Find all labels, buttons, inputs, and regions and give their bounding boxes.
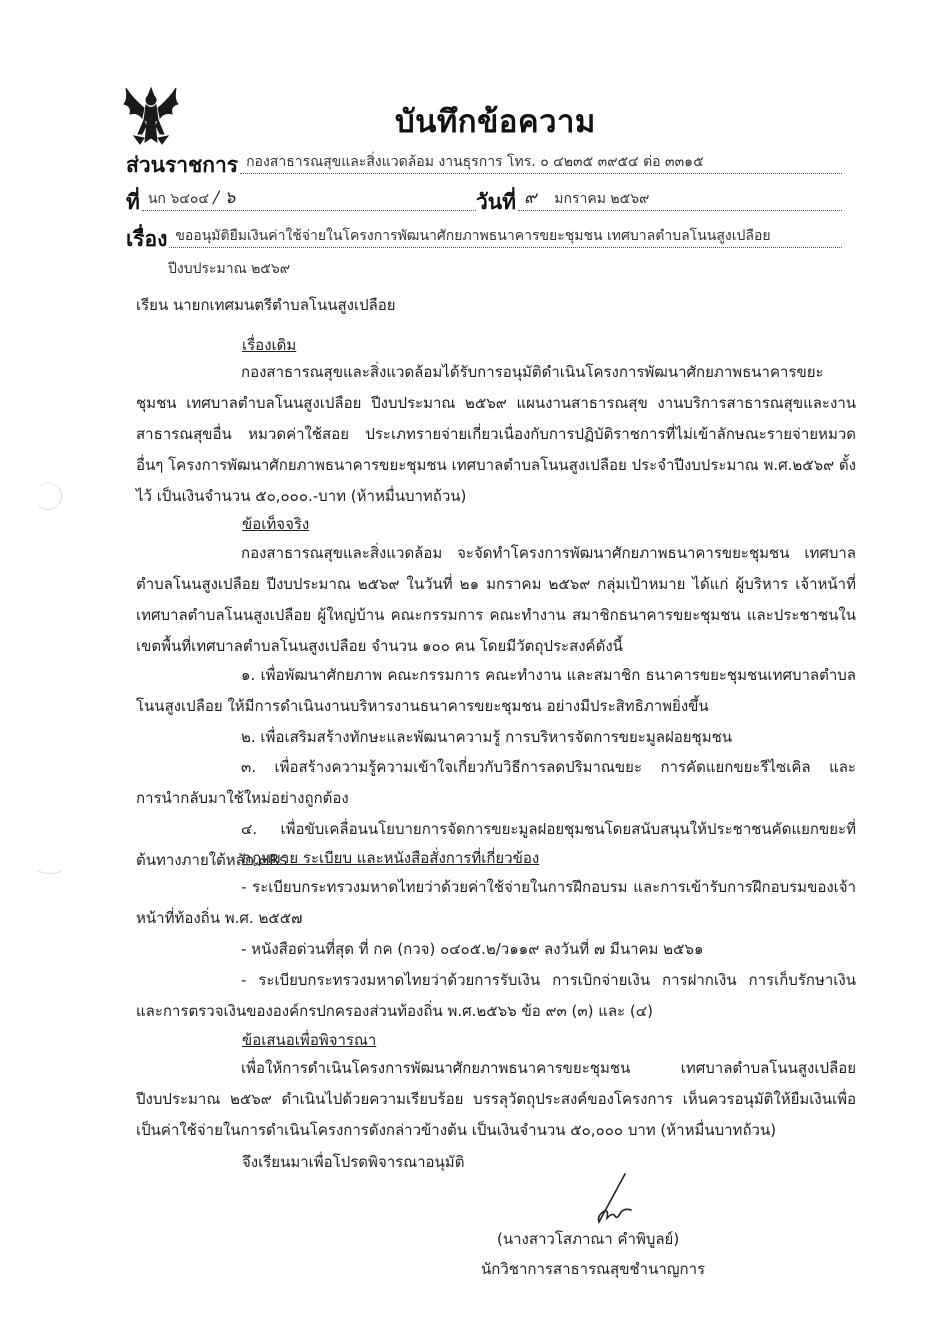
section-heading-law: กฎหมาย ระเบียบ และหนังสือสั่งการที่เกี่ยวข้อง (242, 849, 540, 867)
signature-icon (585, 1172, 645, 1232)
closing-line: จึงเรียนมาเพื่อโปรดพิจารณาอนุมัติ (242, 1153, 465, 1171)
header-subject-row (126, 220, 842, 254)
header-org-row (126, 146, 842, 180)
subject-line-2: ปีงบประมาณ ๒๕๖๙ (168, 261, 291, 277)
subject-label: เรื่อง (126, 227, 168, 251)
law-item: - ระเบียบกระทรวงมหาดไทยว่าด้วยค่าใช้จ่ายในการฝึกอบรม และการเข้ารับการฝึกอบรมของเจ้าหน้าที่ท้องถิ่น พ.ศ. ๒๕๕๗ (136, 878, 856, 927)
date-field (518, 187, 842, 211)
objective-item: ๑. เพื่อพัฒนาศักยภาพ คณะกรรมการ คณะทำงาน และสมาชิก ธนาคารขยะชุมชนเทศบาลตำบลโนนสูงเปลือย ให้มีการดำเนินงานบริหารงานธนาคารขยะชุมชน อย่างมีประสิทธิภาพยิ่งขึ้น (136, 666, 856, 715)
section-origin-text: กองสาธารณสุขและสิ่งแวดล้อมได้รับการอนุมัติดำเนินโครงการพัฒนาศักยภาพธนาคารขยะชุมชน เทศบาลตำบลโนนสูงเปลือย ปีงบประมาณ ๒๕๖๙ แผนงานสาธารณสุข งานบริการสาธารณสุขและงานสาธารณสุขอื่น หมวดค่าใช้สอย ประเภทรายจ่ายเกี่ยวเนื่องกับการปฏิบัติราชการที่ไม่เข้าลักษณะรายจ่ายหมวดอื่นๆ โครงการพัฒนาศักยภาพธนาคารขยะชุมชน เทศบาลตำบลโนนสูงเปลือย ประจำปีงบประมาณ พ.ศ.๒๕๖๙ ตั้งไว้ เป็นเงินจำนวน ๕๐,๐๐๐.-บาท (ห้าหมื่นบาทถ้วน) (136, 363, 856, 505)
law-item: - ระเบียบกระทรวงมหาดไทยว่าด้วยการรับเงิน การเบิกจ่ายเงิน การฝากเงิน การเก็บรักษาเงิน และการตรวจเงินขององค์กรปกครองส่วนท้องถิ่น พ.ศ.๒๕๖๖ ข้อ ๙๓ (๓) และ (๔) (136, 971, 856, 1020)
punch-hole-mark (34, 482, 62, 510)
section-heading-origin: เรื่องเดิม (242, 336, 297, 354)
section-heading-facts: ข้อเท็จจริง (242, 515, 310, 533)
ref-label: ที่ (126, 190, 140, 214)
subject-value: ขออนุมัติยืมเงินค่าใช้จ่ายในโครงการพัฒนาศักยภาพธนาคารขยะชุมชน เทศบาลตำบลโนนสูงเปลือย (169, 225, 842, 248)
org-value: กองสาธารณสุขและสิ่งแวดล้อม งานธุรการ โทร. ๐ ๔๒๓๕ ๓๙๕๔ ต่อ ๓๓๑๕ (240, 151, 842, 174)
header-ref-date-row (126, 183, 842, 217)
ref-value: นก ๖๔๐๔ (147, 191, 209, 207)
section-proposal-text: เพื่อให้การดำเนินโครงการพัฒนาศักยภาพธนาคารขยะชุมชน เทศบาลตำบลโนนสูงเปลือย ปีงบประมาณ ๒๕๖๙ ดำเนินไปด้วยความเรียบร้อย บรรลุวัตถุประสงค์ของโครงการ เห็นควรอนุมัติให้ยืมเงินเพื่อเป็นค่าใช้จ่ายในการดำเนินโครงการดังกล่าวข้างต้น เป็นเงินจำนวน ๕๐,๐๐๐ บาท (ห้าหมื่นบาทถ้วน) (136, 1059, 856, 1139)
section-heading-proposal: ข้อเสนอเพื่อพิจารณา (242, 1031, 377, 1049)
signatory-position: นักวิชาการสาธารณสุขชำนาญการ (481, 1260, 706, 1278)
objective-item: ๓. เพื่อสร้างความรู้ความเข้าใจเกี่ยวกับวิธีการลดปริมาณขยะ การคัดแยกขยะรีไซเคิล และการนำกลับมาใช้ใหม่อย่างถูกต้อง (136, 758, 856, 807)
date-day-handwritten: ๙ (524, 188, 537, 208)
org-label: ส่วนราชการ (126, 153, 239, 177)
garuda-emblem-icon (120, 84, 182, 148)
date-value: มกราคม ๒๕๖๙ (554, 191, 650, 207)
signatory-name: (นางสาวโสภาณา คำพิบูลย์) (497, 1230, 680, 1248)
punch-hole-mark (34, 856, 66, 874)
ref-field (142, 187, 476, 211)
objective-item: ๒. เพื่อเสริมสร้างทักษะและพัฒนาความรู้ การบริหารจัดการขยะมูลฝอยชุมชน (241, 728, 733, 746)
date-label: วันที่ (476, 190, 516, 214)
objective-item: ๔. เพื่อขับเคลื่อนนโยบายการจัดการขยะมูลฝอยชุมชนโดยสนับสนุนให้ประชาชนคัดแยกขยะที่ต้นทางภายใต้หลัก ๓Rs (136, 820, 856, 869)
law-item: - หนังสือด่วนที่สุด ที่ กค (กวจ) ๐๔๐๕.๒/ว๑๑๙ ลงวันที่ ๗ มีนาคม ๒๕๖๑ (241, 940, 704, 958)
document-title: บันทึกข้อความ (395, 104, 596, 140)
ref-handwritten: / ๖ (213, 188, 236, 208)
salutation: เรียน นายกเทศมนตรีตำบลโนนสูงเปลือย (136, 296, 396, 314)
section-facts-text: กองสาธารณสุขและสิ่งแวดล้อม จะจัดทำโครงการพัฒนาศักยภาพธนาคารขยะชุมชน เทศบาลตำบลโนนสูงเปลือย ปีงบประมาณ ๒๕๖๙ ในวันที่ ๒๑ มกราคม ๒๕๖๙ กลุ่มเป้าหมาย ได้แก่ ผู้บริหาร เจ้าหน้าที่เทศบาลตำบลโนนสูงเปลือย ผู้ใหญ่บ้าน คณะกรรมการ คณะทำงาน สมาชิกธนาคารขยะชุมชน และประชาชนในเขตพื้นที่เทศบาลตำบลโนนสูงเปลือย จำนวน ๑๐๐ คน โดยมีวัตถุประสงค์ดังนี้ (136, 544, 856, 655)
